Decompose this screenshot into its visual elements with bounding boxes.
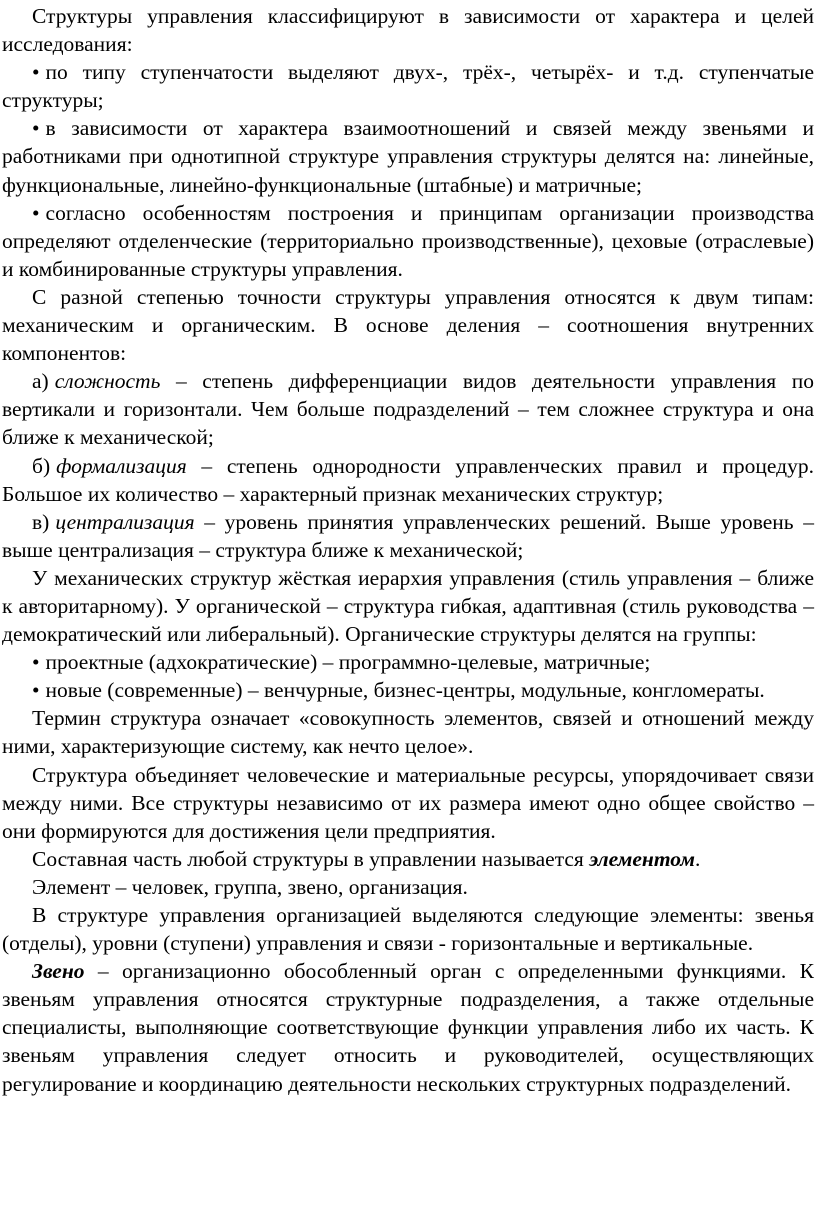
- list-item-centralization: в) централизация – уровень принятия управленческих решений. Выше уровень – выше централизация – структура ближе к механической;: [2, 509, 814, 562]
- bullet-item-organization: • согласно особенностям построения и принципам организации производства определяют отделенческие (территориально производственные), цеховые (отраслевые) и комбинированные структуры управления.: [2, 200, 814, 281]
- paragraph-element: Составная часть любой структуры в управлении называется элементом.: [32, 846, 701, 871]
- bullet-item-project: • проектные (адхократические) – программно-целевые, матричные;: [32, 650, 651, 675]
- term-centralization: централизация: [55, 509, 195, 534]
- bullet-item-new: • новые (современные) – венчурные, бизнес-центры, модульные, конгломераты.: [32, 678, 765, 703]
- bullet-icon: •: [32, 60, 40, 85]
- bullet-icon: •: [32, 200, 40, 225]
- paragraph-intro: Структуры управления классифицируют в зависимости от характера и целей исследования:: [2, 4, 814, 57]
- paragraph-structure-resources: Структура объединяет человеческие и материальные ресурсы, упорядочивает связи между ними. Все структуры независимо от их размера имеют одно общее свойство – они формируются для достижения цели предприятия.: [2, 762, 814, 843]
- paragraph-hierarchy: У механических структур жёсткая иерархия управления (стиль управления – ближе к авторитарному). У органической – структура гибкая, адаптивная (стиль руководства – демократический или либеральный). Органические структуры делятся на группы:: [2, 565, 814, 647]
- bullet-item-relations: • в зависимости от характера взаимоотношений и связей между звеньями и работниками при однотипной структуре управления структуры делятся на: линейные, функциональные, линейно-функциональные (штабные) и матричные;: [2, 116, 814, 197]
- paragraph-element-definition: Элемент – человек, группа, звено, организация.: [32, 874, 468, 899]
- term-complexity: сложность: [54, 369, 161, 394]
- term-link: Звено: [32, 959, 85, 984]
- paragraph-term-definition: Термин структура означает «совокупность элементов, связей и отношений между ними, характеризующие систему, как нечто целое».: [2, 706, 814, 759]
- paragraph-link: Звено – организационно обособленный орган с определенными функциями. К звеньям управления относятся структурные подразделения, а также отдельные специалисты, выполняющие соответствующие функции управления либо их часть. К звеньям управления следует относить и руководителей, осуществляющих регулирование и координацию деятельности нескольких структурных подразделений.: [2, 959, 814, 1096]
- list-item-complexity: а) сложность – степень дифференциации видов деятельности управления по вертикали и горизонтали. Чем больше подразделений – тем сложнее структура и она ближе к механической;: [2, 369, 814, 450]
- bullet-icon: •: [32, 116, 40, 141]
- list-item-formalization: б) формализация – степень однородности управленческих правил и процедур. Большое их количество – характерный признак механических структур;: [2, 453, 814, 506]
- bullet-icon: •: [32, 678, 40, 703]
- list-marker: в): [32, 509, 50, 534]
- paragraph-types: С разной степенью точности структуры управления относятся к двум типам: механическим и органическим. В основе деления – соотношения внутренних компонентов:: [2, 284, 814, 366]
- list-marker: а): [32, 369, 49, 394]
- term-formalization: формализация: [56, 453, 187, 478]
- paragraph-elements-list: В структуре управления организацией выделяются следующие элементы: звенья (отделы), уровни (ступени) управления и связи - горизонтальные и вертикальные.: [2, 903, 814, 956]
- bullet-icon: •: [32, 650, 40, 675]
- bullet-item-stages: • по типу ступенчатости выделяют двух-, трёх-, четырёх- и т.д. ступенчатые структуры;: [2, 60, 814, 113]
- list-marker: б): [32, 453, 51, 478]
- term-element: элементом: [589, 846, 695, 871]
